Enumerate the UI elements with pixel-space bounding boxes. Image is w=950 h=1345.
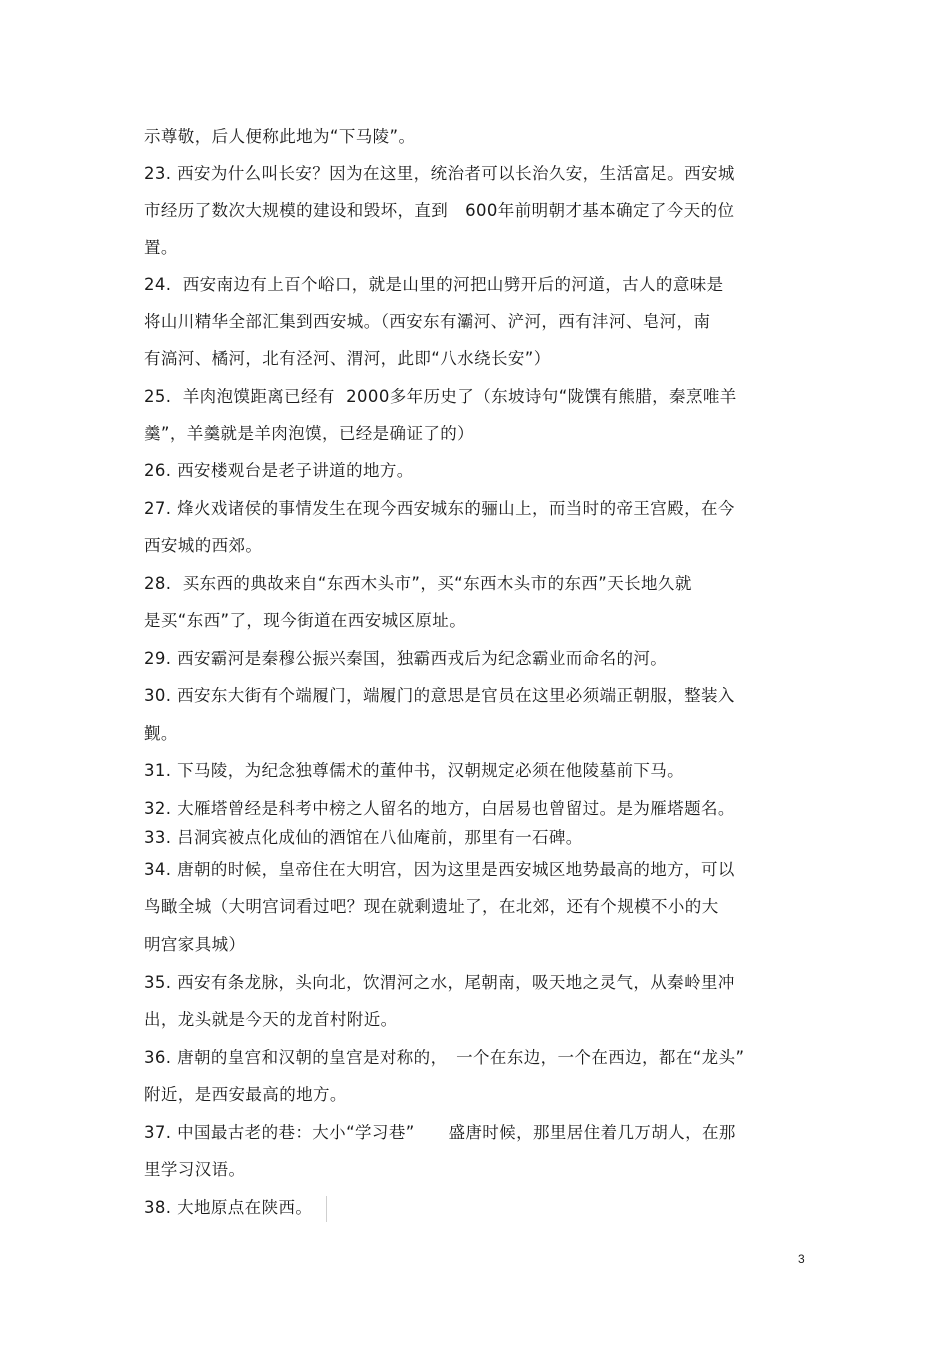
text-line: 35. 西安有条龙脉，头向北，饮渭河之水，尾朝南，吸天地之灵气，从秦岭里冲 bbox=[144, 973, 735, 992]
text-line: 28. 买东西的典故来自“东西木头市”，买“东西木头市的东西”天长地久就 bbox=[144, 574, 692, 593]
text-line: 27. 烽火戏诸侯的事情发生在现今西安城东的骊山上，而当时的帝王宫殿，在今 bbox=[144, 499, 735, 518]
text-line: 38. 大地原点在陕西。 bbox=[144, 1198, 313, 1217]
text-line: 32. 大雁塔曾经是科考中榜之人留名的地方，白居易也曾留过。是为雁塔题名。 bbox=[144, 799, 735, 818]
text-line: 示尊敬，后人便称此地为“下马陵”。 bbox=[144, 127, 416, 146]
text-line: 36. 唐朝的皇宫和汉朝的皇宫是对称的， 一个在东边，一个在西边，都在“龙头” bbox=[144, 1048, 745, 1067]
text-line: 31. 下马陵，为纪念独尊儒术的董仲书，汉朝规定必须在他陵墓前下马。 bbox=[144, 761, 685, 780]
text-line: 26. 西安楼观台是老子讲道的地方。 bbox=[144, 461, 414, 480]
text-line: 西安城的西郊。 bbox=[144, 536, 263, 555]
text-cursor bbox=[326, 1196, 327, 1222]
text-line: 明宫家具城） bbox=[144, 935, 246, 954]
text-line: 是买“东西”了，现今街道在西安城区原址。 bbox=[144, 611, 467, 630]
text-line: 34. 唐朝的时候，皇帝住在大明宫，因为这里是西安城区地势最高的地方，可以 bbox=[144, 860, 735, 879]
text-line: 有滈河、橘河，北有泾河、渭河，此即“八水绕长安”） bbox=[144, 349, 551, 368]
text-line: 市经历了数次大规模的建设和毁坏，直到 600年前明朝才基本确定了今天的位 bbox=[144, 201, 735, 220]
text-line: 25. 羊肉泡馍距离已经有 2000多年历史了（东坡诗句“陇馔有熊腊，秦烹唯羊 bbox=[144, 387, 737, 406]
text-line: 23. 西安为什么叫长安？因为在这里，统治者可以长治久安，生活富足。西安城 bbox=[144, 164, 735, 183]
page-number: 3 bbox=[798, 1252, 805, 1266]
text-line: 羹”，羊羹就是羊肉泡馍，已经是确证了的） bbox=[144, 424, 475, 443]
text-line: 将山川精华全部汇集到西安城。（西安东有灞河、浐河，西有沣河、皂河，南 bbox=[144, 312, 711, 331]
text-line: 里学习汉语。 bbox=[144, 1160, 246, 1179]
text-line: 37. 中国最古老的巷：大小“学习巷” 盛唐时候，那里居住着几万胡人，在那 bbox=[144, 1123, 736, 1142]
text-line: 29. 西安霸河是秦穆公振兴秦国，独霸西戎后为纪念霸业而命名的河。 bbox=[144, 649, 668, 668]
text-line: 附近，是西安最高的地方。 bbox=[144, 1085, 347, 1104]
text-line: 30. 西安东大街有个端履门，端履门的意思是官员在这里必须端正朝服，整装入 bbox=[144, 686, 735, 705]
text-line: 24. 西安南边有上百个峪口，就是山里的河把山劈开后的河道，古人的意味是 bbox=[144, 275, 724, 294]
text-line: 出，龙头就是今天的龙首村附近。 bbox=[144, 1010, 398, 1029]
text-line: 觐。 bbox=[144, 724, 178, 743]
text-line: 鸟瞰全城（大明宫词看过吧？现在就剩遗址了，在北郊，还有个规模不小的大 bbox=[144, 897, 719, 916]
text-line: 33. 吕洞宾被点化成仙的酒馆在八仙庵前，那里有一石碑。 bbox=[144, 828, 583, 847]
text-line: 置。 bbox=[144, 238, 178, 257]
